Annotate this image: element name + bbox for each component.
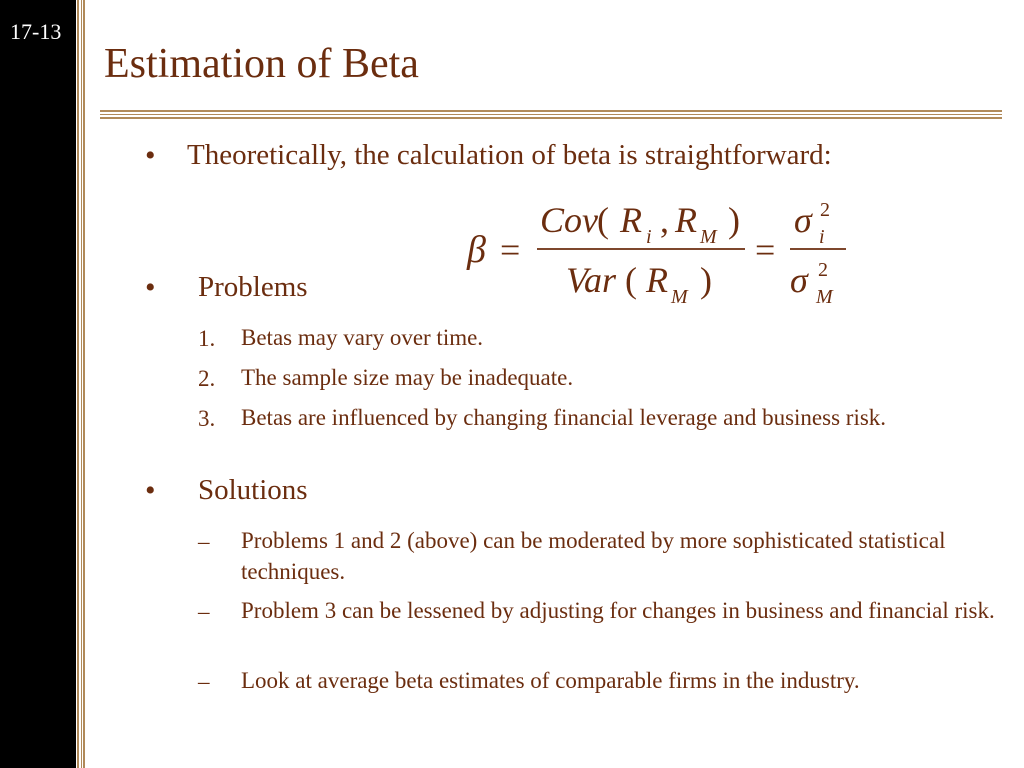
solution-3-marker: – (198, 669, 210, 694)
formula-comma: , (660, 200, 669, 240)
solution-1-text: Problems 1 and 2 (above) can be moderated by more sophisticated statistical techniques. (241, 528, 946, 584)
formula-lparen-2: ( (625, 260, 637, 300)
solution-2-marker: – (198, 599, 210, 624)
solutions-heading: Solutions (198, 474, 308, 506)
formula-var: Var (566, 260, 617, 300)
formula-beta: β (467, 229, 486, 271)
solution-1-marker: – (198, 529, 210, 554)
formula-sigma-2: σ (790, 260, 808, 300)
formula-sub-i-2: i (819, 226, 825, 248)
problem-1-marker: 1. (198, 326, 216, 351)
formula-equals-1: = (500, 230, 521, 270)
problems-heading: Problems (198, 271, 308, 303)
problem-2-marker: 2. (198, 366, 216, 391)
bullet-solutions: • (145, 474, 156, 507)
formula-sub-i-1: i (646, 226, 652, 248)
formula-sub-m-1: M (700, 226, 717, 248)
formula-rparen-1: ) (728, 200, 740, 240)
formula-rparen-2: ) (700, 260, 712, 300)
formula-r-2: R (675, 200, 697, 240)
bullet-problems: • (145, 271, 156, 304)
formula-sup-2-2: 2 (818, 259, 828, 281)
formula-sub-m-3: M (816, 286, 833, 308)
formula-lparen-1: ( (597, 200, 609, 240)
formula-r-3: R (646, 260, 668, 300)
bullet-intro: • (145, 139, 156, 172)
problem-3-marker: 3. (198, 406, 216, 431)
solution-2-text: Problem 3 can be lessened by adjusting for changes in business and financial risk. (241, 598, 995, 623)
solution-3-text: Look at average beta estimates of comparable firms in the industry. (241, 668, 860, 693)
problem-3-text: Betas are influenced by changing financial leverage and business risk. (241, 405, 887, 430)
intro-text: Theoretically, the calculation of beta is straightforward: (187, 139, 832, 171)
problem-2-text: The sample size may be inadequate. (241, 365, 574, 390)
formula-sup-2-1: 2 (820, 199, 830, 221)
formula-sigma-1: σ (794, 200, 812, 240)
slide-title: Estimation of Beta (104, 41, 419, 87)
slide-number: 17-13 (10, 19, 62, 44)
formula-equals-2: = (755, 230, 776, 270)
formula-sub-m-2: M (671, 286, 688, 308)
formula-cov: Cov (540, 200, 598, 240)
problem-1-text: Betas may vary over time. (241, 325, 484, 350)
formula-r-1: R (620, 200, 642, 240)
